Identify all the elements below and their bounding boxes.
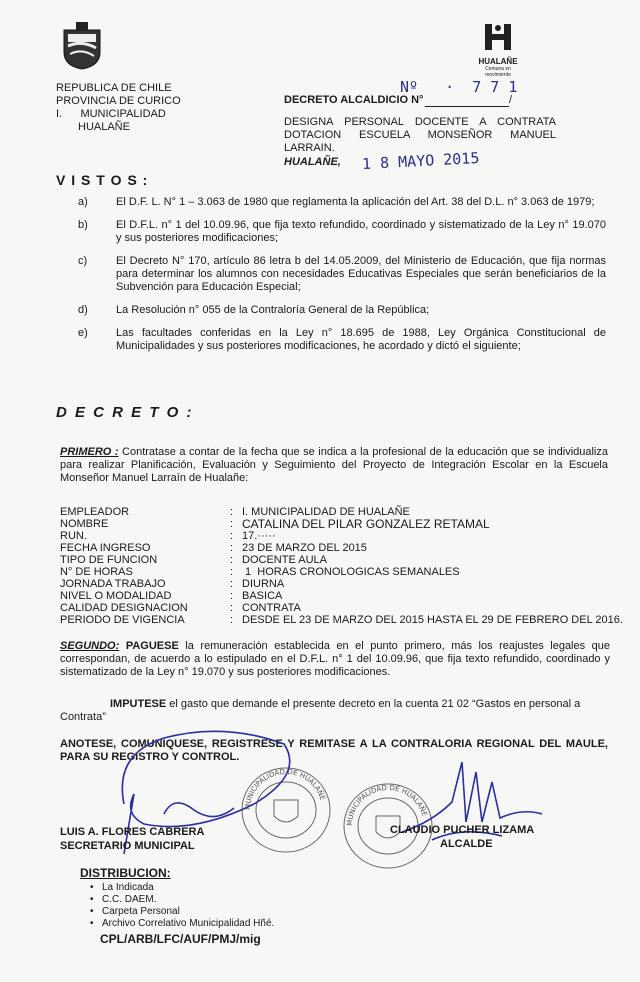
- vistos-item: [78, 219, 606, 245]
- record-row: NOMBRE : CATALINA DEL PILAR GONZALEZ RETAMAL: [60, 517, 490, 531]
- vistos-item: [78, 304, 606, 317]
- record-value: DOCENTE AULA: [242, 554, 327, 566]
- municipal-crest-logo: [60, 22, 104, 70]
- record-row: N° DE HORAS : 1 HORAS CRONOLOGICAS SEMANALES: [60, 566, 460, 578]
- item-letter: d): [78, 304, 88, 316]
- vistos-item: [78, 255, 606, 294]
- segundo-verb: PAGUESE: [119, 640, 179, 652]
- segundo-label: SEGUNDO:: [60, 640, 120, 652]
- segundo-paragraph: [60, 640, 610, 679]
- record-row: FECHA INGRESO : 23 DE MARZO DEL 2015: [60, 542, 367, 554]
- issuer-line: HUALAÑE: [78, 121, 130, 133]
- record-value: I. MUNICIPALIDAD DE HUALAÑE: [242, 506, 410, 518]
- issuer-line: REPUBLICA DE CHILE: [56, 82, 172, 94]
- vistos-heading: V I S T O S :: [56, 172, 149, 188]
- alcalde-title: ALCALDE: [440, 838, 493, 850]
- record-row: PERIODO DE VIGENCIA : DESDE EL 23 DE MARZO DEL 2015 HASTA EL 29 DE FEBRERO DEL 2016.: [60, 614, 623, 626]
- issuer-block: [56, 82, 216, 134]
- hualane-brand-logo: [474, 22, 522, 78]
- item-letter: e): [78, 327, 88, 339]
- vistos-list: [78, 196, 606, 353]
- vistos-item: [78, 196, 606, 209]
- primero-paragraph: [60, 446, 608, 485]
- hualane-h-icon: [483, 22, 513, 52]
- distribucion-heading: DISTRIBUCION:: [80, 866, 171, 880]
- item-text: La Resolución n° 055 de la Contraloría General de la República;: [116, 304, 430, 316]
- anotese-paragraph: ANOTESE, COMUNIQUESE, REGISTRESE Y REMITASE A LA CONTRALORIA REGIONAL DEL MAULE, PARA SU REGISTRO Y CONTROL.: [60, 738, 608, 763]
- record-row: EMPLEADOR : I. MUNICIPALIDAD DE HUALAÑE: [60, 506, 410, 518]
- record-key: RUN.: [60, 530, 87, 542]
- record-key: FECHA INGRESO: [60, 542, 151, 554]
- item-text: Las facultades conferidas en la Ley n° 18.695 de 1988, Ley Orgánica Constitucional de Municipalidades y sus posteriores modificaciones, he acordado y dictó el siguiente;: [116, 327, 606, 352]
- record-value: CATALINA DEL PILAR GONZALEZ RETAMAL: [242, 517, 490, 531]
- record-key: NIVEL O MODALIDAD: [60, 590, 172, 602]
- logo-name: HUALAÑE: [478, 57, 518, 66]
- record-value: DESDE EL 23 DE MARZO DEL 2015 HASTA EL 29 DE FEBRERO DEL 2016.: [242, 614, 623, 626]
- decree-number-label: DECRETO ALCALDICIO N°: [284, 94, 424, 106]
- decree-number-slash: /: [509, 94, 513, 106]
- distribucion-item: • Archivo Correlativo Municipalidad Hñé.: [102, 918, 274, 930]
- vistos-item: [78, 327, 606, 353]
- distribucion-item: • La Indicada: [102, 882, 274, 894]
- decreto-heading: D E C R E T O :: [56, 404, 194, 421]
- imputese-verb: IMPUTESE: [110, 698, 167, 710]
- record-value: BASICA: [242, 590, 283, 602]
- record-key: PERIODO DE VIGENCIA: [60, 614, 185, 626]
- record-value: 1 HORAS CRONOLOGICAS SEMANALES: [242, 566, 460, 578]
- record-value: DIURNA: [242, 578, 285, 590]
- record-row: TIPO DE FUNCION : DOCENTE AULA: [60, 554, 327, 566]
- record-key: EMPLEADOR: [60, 506, 130, 518]
- record-row: RUN. : 17.·····: [60, 530, 276, 542]
- date-stamp: 1 8 MAYO 2015: [361, 148, 480, 174]
- decree-subject: DESIGNA PERSONAL DOCENTE A CONTRATA DOTACION ESCUELA MONSEÑOR MANUEL LARRAIN.: [284, 116, 556, 154]
- distribucion-item: • C.C. DAEM.: [102, 894, 274, 906]
- record-key: JORNADA TRABAJO: [60, 578, 166, 590]
- distribucion-list: [88, 882, 274, 930]
- imputese-text: el gasto que demande el presente decreto en la cuenta 21 02 “Gastos en personal a Contrata”: [60, 698, 581, 723]
- item-text: El D.F. L. N° 1 – 3.063 de 1980 que reglamenta la aplicación del Art. 38 del D.L. n° 3.063 de 1979;: [116, 196, 595, 208]
- issuer-line: PROVINCIA DE CURICO: [56, 95, 181, 107]
- item-letter: c): [78, 255, 88, 267]
- record-row: NIVEL O MODALIDAD : BASICA: [60, 590, 283, 602]
- item-text: El D.F.L. n° 1 del 10.09.96, que fija texto refundido, coordinado y sistematizado de la Ley n° 19.070 y sus posteriores modificaciones;: [116, 219, 606, 244]
- record-row: JORNADA TRABAJO : DIURNA: [60, 578, 285, 590]
- seal-text: MUNICIPALIDAD DE HUALAÑE: [243, 767, 327, 811]
- seal-text: MUNICIPALIDAD DE HUALAÑE: [345, 783, 429, 827]
- logo-tagline: Comuna en movimiento: [485, 66, 511, 78]
- initials-reference: CPL/ARB/LFC/AUF/PMJ/mig: [100, 932, 261, 946]
- alcalde-name: CLAUDIO PUCHER LIZAMA: [390, 824, 535, 836]
- record-value: 23 DE MARZO DEL 2015: [242, 542, 367, 554]
- issuer-line: I. MUNICIPALIDAD: [56, 108, 166, 120]
- item-letter: a): [78, 196, 88, 208]
- primero-text: Contratase a contar de la fecha que se indica a la profesional de la educación que se individualiza para realizar Planificación, Evaluación y Seguimiento del Proyecto de Integración Escolar en la Escuela Monseñor Manuel Larraín de Hualañe:: [60, 446, 608, 484]
- record-key: CALIDAD DESIGNACION: [60, 602, 188, 614]
- item-text: El Decreto N° 170, artículo 86 letra b del 14.05.2009, del Ministerio de Educación, que fija normas para determinar los alumnos con necesidades Educativas Especiales que serán beneficiarios de la Subvención para Educación Especial;: [116, 255, 606, 293]
- record-key: N° DE HORAS: [60, 566, 133, 578]
- decree-number-underline: [425, 106, 509, 107]
- segundo-text: la remuneración establecida en el punto primero, más los reajustes legales que correspondan, de acuerdo a lo estipulado en el D.F.L. n° 1 del 10.09.96, que fija texto refundido, coordinado y sistematizado de la Ley n° 19.070 y sus posteriores modificaciones.: [60, 640, 611, 678]
- distribucion-item: • Carpeta Personal: [102, 906, 274, 918]
- record-key: NOMBRE: [60, 518, 109, 530]
- employee-record: [60, 506, 630, 626]
- record-value: 17.·····: [242, 530, 276, 542]
- record-value: CONTRATA: [242, 602, 301, 614]
- primero-label: PRIMERO :: [60, 446, 119, 458]
- record-key: TIPO DE FUNCION: [60, 554, 158, 566]
- place-label: HUALAÑE,: [284, 156, 341, 168]
- secretario-name: LUIS A. FLORES CABRERA: [60, 826, 205, 838]
- item-letter: b): [78, 219, 88, 231]
- decree-number-stamp: Nº · 7 7 1: [400, 78, 518, 96]
- record-row: CALIDAD DESIGNACION : CONTRATA: [60, 602, 301, 614]
- secretario-title: SECRETARIO MUNICIPAL: [60, 840, 195, 852]
